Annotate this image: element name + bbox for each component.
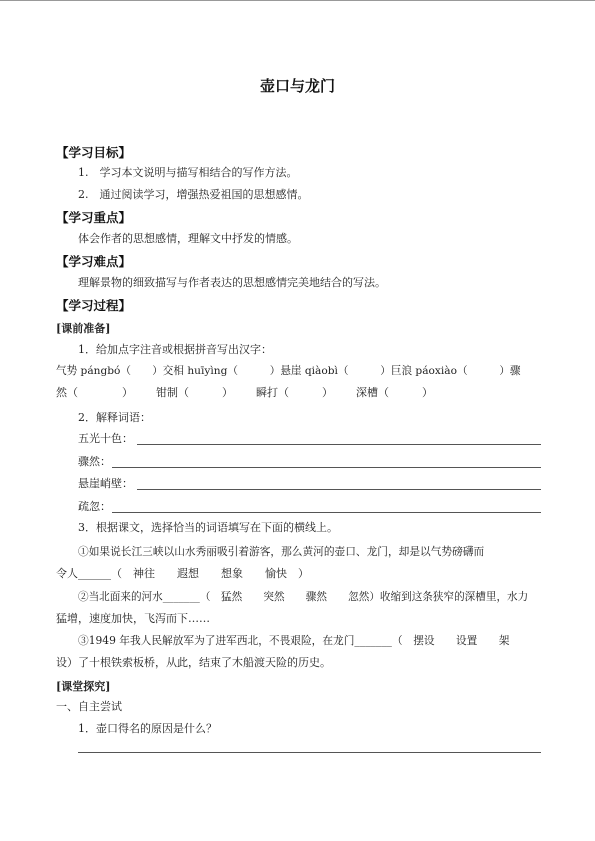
answer-line[interactable] [137,444,541,445]
term-label: 五光十色： [78,432,133,445]
sentence-3-line-a: ③1949 年我人民解放军为了进军西北，不畏艰险，在龙门_______（ 摆设 设置 架 [78,634,510,647]
question-1-text: 1．给加点字注音或根据拼音写出汉字： [78,343,272,356]
sentence-1-line-b: 令人______（ 神往 遐想 想象 愉快 ） [56,567,309,580]
pre-class-heading: [课前准备] [56,322,111,335]
in-class-heading: [课堂探究] [56,680,111,693]
pinyin-blank[interactable]: 钳制（ ） [156,386,233,399]
sentence-2-line-b: 猛增，速度加快，飞泻而下…… [56,612,210,625]
page-top-rule [0,0,595,1]
section-difficulties-heading: 【学习难点】 [56,254,132,269]
objective-item: 2. 通过阅读学习，增强热爱祖国的思想感情。 [78,188,309,201]
key-point-text: 体会作者的思想感情，理解文中抒发的情感。 [78,232,298,245]
difficulty-text: 理解景物的细致描写与作者表达的思想感情完美地结合的写法。 [78,276,386,289]
answer-line[interactable] [112,467,541,468]
pinyin-line-2 [56,386,546,400]
answer-line[interactable] [112,512,541,513]
page-title: 壶口与龙门 [259,77,335,95]
pinyin-blank[interactable]: 深槽（ ） [356,386,433,399]
pinyin-line-1: 气势 pángbó（ ）交相 huīyìng（ ）悬崖 qiàobì（ ）巨浪 páoxiào（ ）骤 [56,365,521,377]
answer-line[interactable] [78,752,541,753]
term-label: 悬崖峭壁： [78,477,133,490]
sentence-1-line-a: ①如果说长江三峡以山水秀丽吸引着游客，那么黄河的壶口、龙门，却是以气势磅礴而 [78,545,485,558]
term-label: 骤然： [78,455,111,468]
section-objectives-heading: 【学习目标】 [56,145,132,160]
objective-item: 1. 学习本文说明与描写相结合的写作方法。 [78,166,298,179]
question-2-text: 2．解释词语： [78,411,151,424]
sentence-2-line-a: ②当北面来的河水_______（ 猛然 突然 骤然 忽然）收缩到这条狭窄的深槽里，水力 [78,591,529,603]
in-class-question-1: 1．壶口得名的原因是什么？ [78,722,217,735]
answer-line[interactable] [137,489,541,490]
section-key-points-heading: 【学习重点】 [56,210,132,225]
pinyin-blank[interactable]: 然（ ） [56,386,133,399]
term-label: 疏忽： [78,500,111,513]
part-1-heading: 一、自主尝试 [56,700,122,713]
question-3-text: 3．根据课文，选择恰当的词语填写在下面的横线上。 [78,521,338,534]
section-process-heading: 【学习过程】 [56,298,132,313]
sentence-3-line-b: 设）了十根铁索板桥，从此，结束了木船渡天险的历史。 [56,656,331,669]
pinyin-blank[interactable]: 瞬打（ ） [256,386,333,399]
